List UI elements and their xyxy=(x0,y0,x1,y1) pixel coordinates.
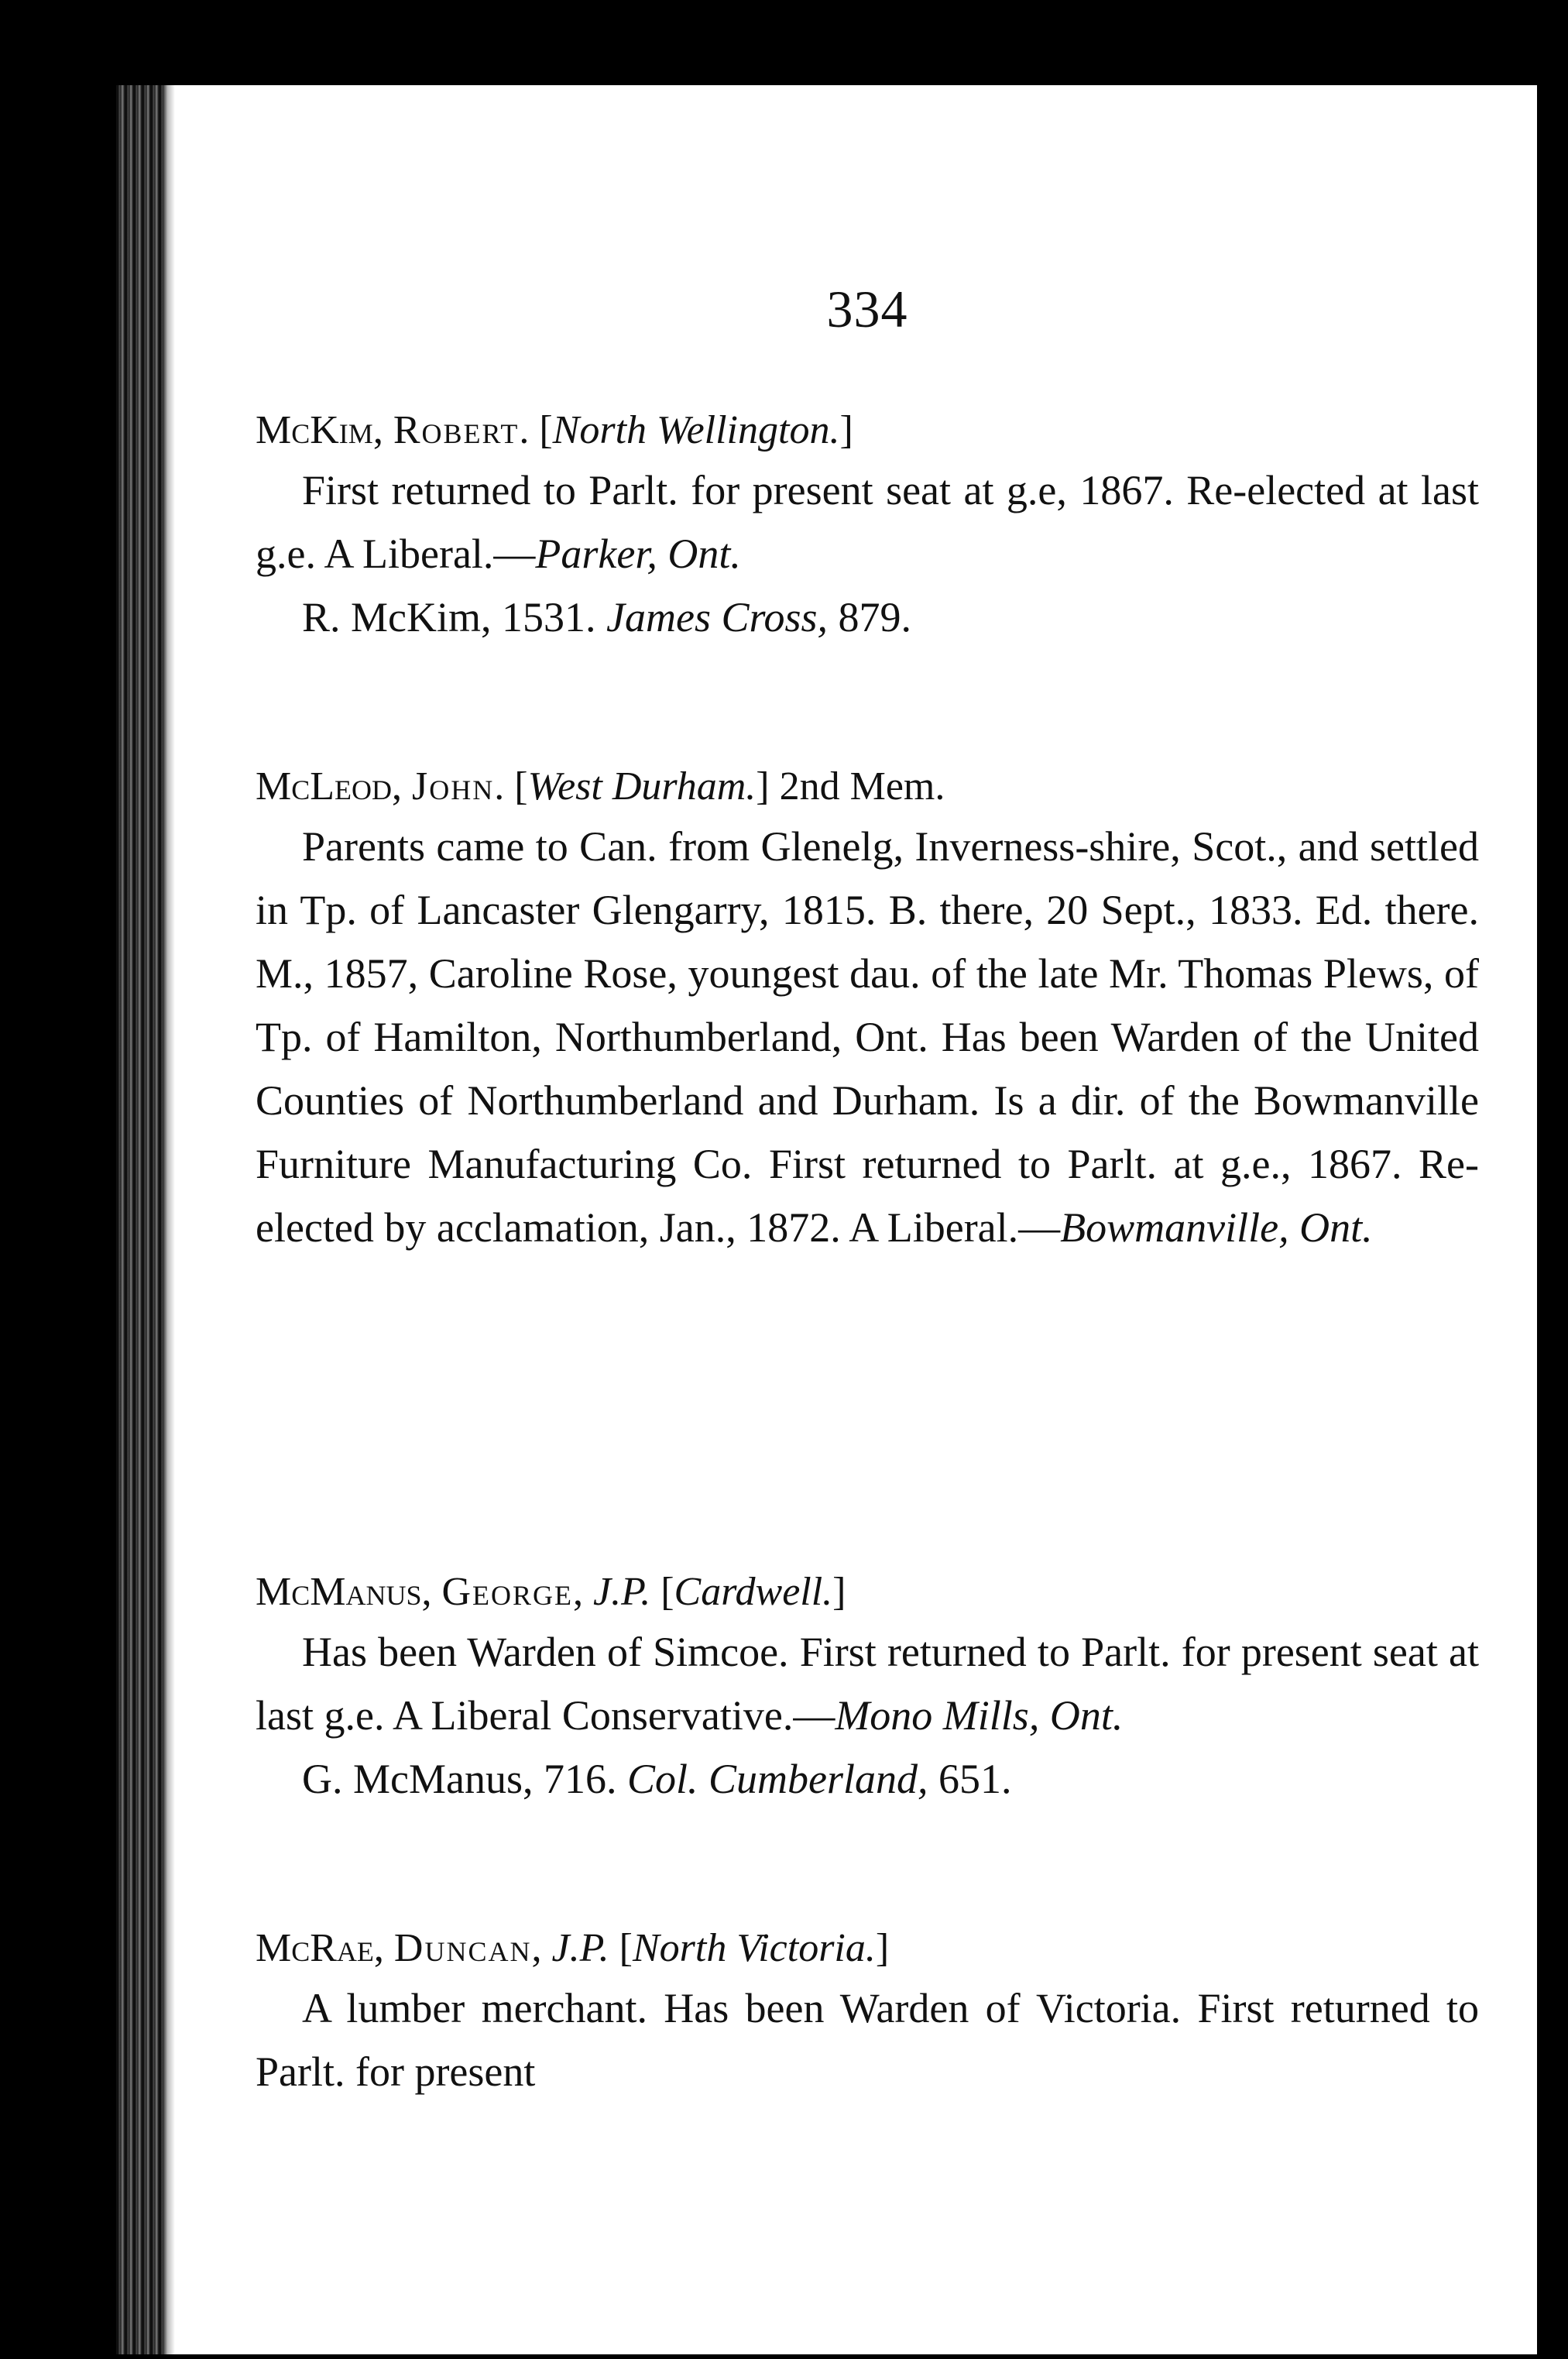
vote-loser-count: 651. xyxy=(938,1756,1012,1802)
vote-winner: G. McManus, 716. xyxy=(302,1756,617,1802)
vote-loser-count: 879. xyxy=(838,594,912,640)
page-number: 334 xyxy=(826,280,908,338)
entry-votes xyxy=(256,1747,1479,1811)
entry-biography xyxy=(256,815,1479,1259)
entry-suffix: J.P. xyxy=(593,1570,651,1614)
entry-biography xyxy=(256,458,1479,585)
entry-surname: McKim xyxy=(256,408,373,452)
entry-place: Mono Mills, Ont. xyxy=(835,1692,1124,1739)
entry-heading: McLeod, John. [West Durham.] 2nd Mem. xyxy=(256,764,945,809)
entry-votes xyxy=(256,585,1479,649)
entry-constituency: West Durham. xyxy=(527,764,757,809)
entry-given-name: John xyxy=(412,764,495,809)
entry-heading: McRae, Duncan, J.P. [North Victoria.] xyxy=(256,1926,890,1970)
vote-loser-name: James Cross, xyxy=(606,594,829,640)
entry-mcrae xyxy=(256,1921,1479,2103)
entry-text: A lumber merchant. Has been Warden of Victoria. First returned to Parlt. for present xyxy=(256,1985,1479,2095)
entry-text: Parents came to Can. from Glenelg, Inverness-shire, Scot., and settled in Tp. of Lancaster Glengarry, 1815. B. there, 20 Sept., 1833. Ed. there. M., 1857, Caroline Rose, youngest dau. of the late Mr. Thomas Plews, of Tp. of Hamilton, Northumberland, Ont. Has been Warden of the United Counties of Northumberland and Durham. Is a dir. of the Bowmanville Furniture Manufacturing Co. First returned to Parlt. at g.e., 1867. Re-elected by acclamation, Jan., 1872. A Liberal.— xyxy=(256,823,1479,1251)
entry-constituency: North Victoria. xyxy=(632,1926,876,1970)
vote-winner: R. McKim, 1531. xyxy=(302,594,596,640)
entry-place: Bowmanville, Ont. xyxy=(1060,1204,1373,1251)
entry-surname: McLeod xyxy=(256,764,392,809)
entry-mckim xyxy=(256,403,1479,649)
entry-constituency: Cardwell. xyxy=(674,1570,833,1614)
entry-constituency: North Wellington. xyxy=(552,408,840,452)
entry-suffix: J.P. xyxy=(551,1926,609,1970)
entry-member-note: 2nd Mem. xyxy=(779,764,945,809)
entry-biography xyxy=(256,1620,1479,1747)
entry-mcleod xyxy=(256,759,1479,1259)
entry-given-name: George xyxy=(441,1570,574,1614)
entry-text: Has been Warden of Simcoe. First returned to Parlt. for present seat at last g.e. A Liberal Conservative.— xyxy=(256,1629,1479,1739)
entry-given-name: Robert xyxy=(393,408,520,452)
entry-heading: McManus, George, J.P. [Cardwell.] xyxy=(256,1570,846,1614)
entry-heading: McKim, Robert. [North Wellington.] xyxy=(256,408,853,452)
page-edge-shadow xyxy=(163,85,175,2354)
entry-text: First returned to Parlt. for present seat at g.e, 1867. Re-elected at last g.e. A Liberal.— xyxy=(256,467,1479,577)
entry-surname: McManus xyxy=(256,1570,422,1614)
entry-given-name: Duncan xyxy=(393,1926,532,1970)
entry-biography xyxy=(256,1976,1479,2103)
entry-mcmanus xyxy=(256,1564,1479,1811)
entry-surname: McRae xyxy=(256,1926,374,1970)
entry-place: Parker, Ont. xyxy=(535,531,741,577)
vote-loser-name: Col. Cumberland, xyxy=(626,1756,928,1802)
